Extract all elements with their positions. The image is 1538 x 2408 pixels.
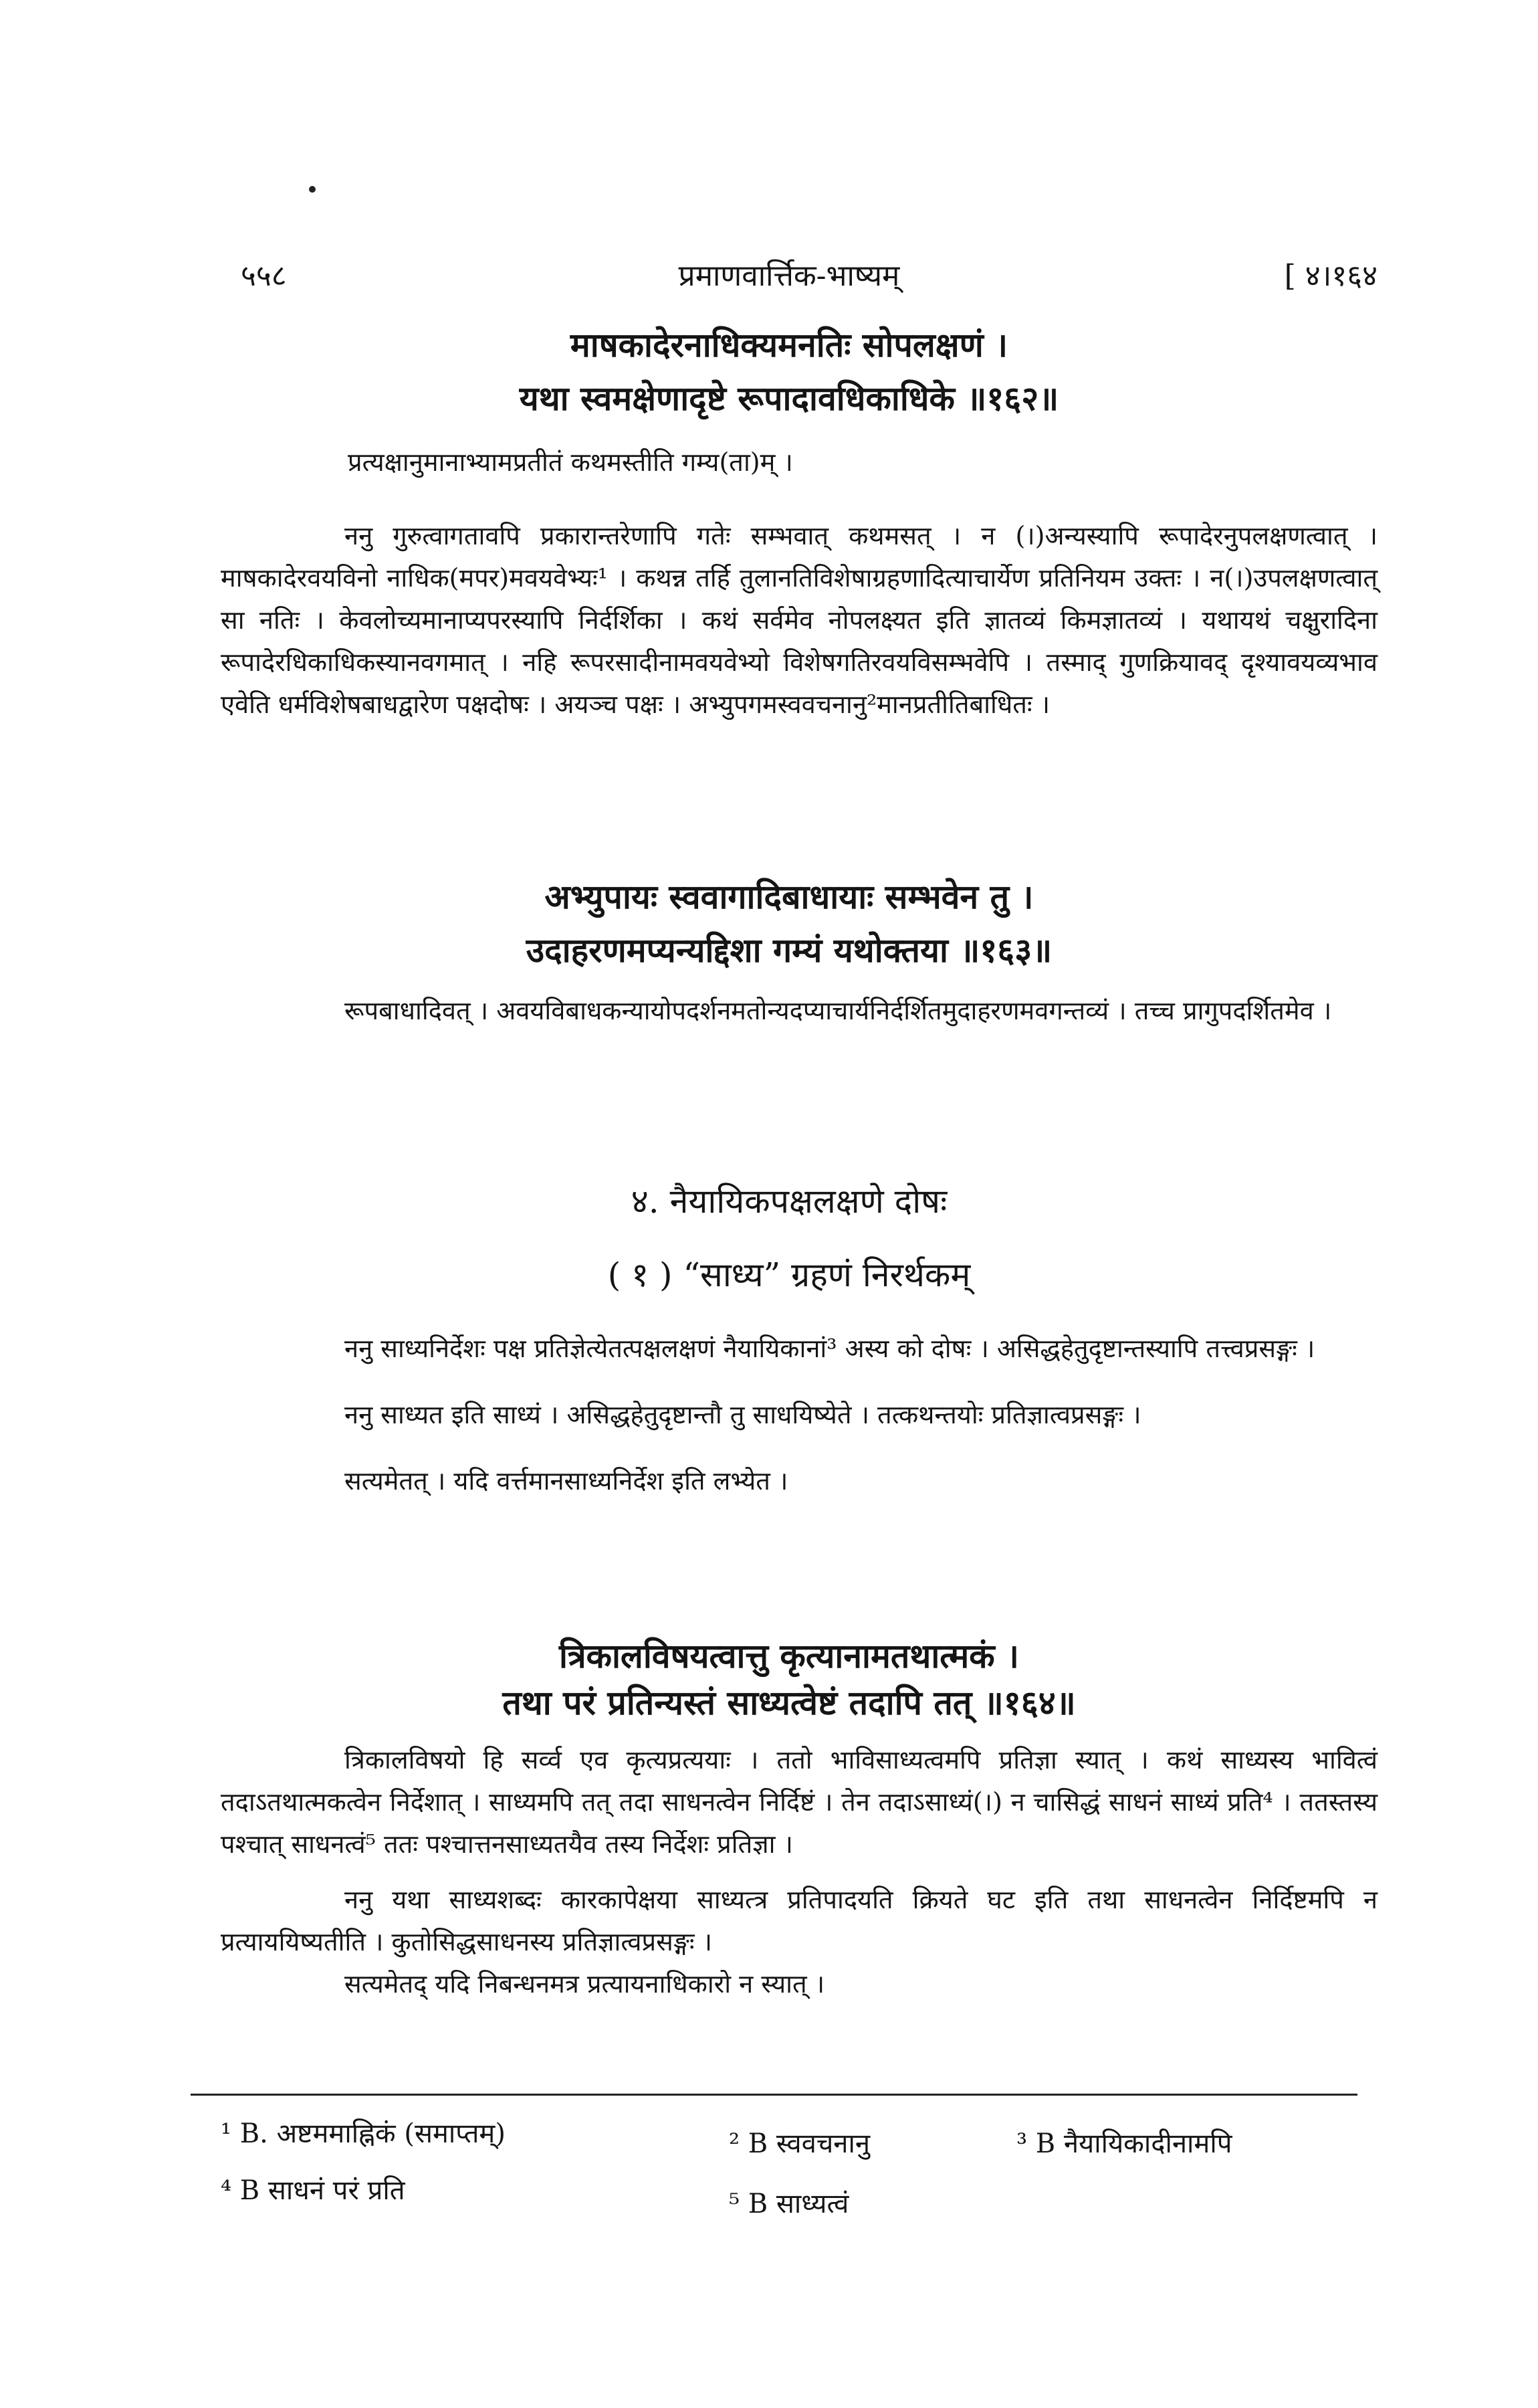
paragraph: प्रत्यक्षानुमानाभ्यामप्रतीतं कथमस्तीति गम्य(ता)म् । — [348, 447, 793, 477]
footnote-4: ⁴ B साधनं परं प्रति — [221, 2175, 405, 2206]
verse-164-line-1: त्रिकालविषयत्वात्तु कृत्यानामतथात्मकं । — [559, 1636, 1019, 1676]
verse-162-line-1: माषकादेरनाधिक्यमनतिः सोपलक्षणं । — [570, 325, 1008, 365]
prose-intro-line — [348, 441, 1378, 484]
prose-block-2 — [221, 990, 1378, 1032]
running-title: प्रमाणवार्त्तिक-भाष्यम् — [678, 259, 900, 293]
paragraph: त्रिकालविषयो हि सर्व्व एव कृत्यप्रत्ययाः । ततो भाविसाध्यत्वमपि प्रतिज्ञा स्यात् । कथं साध्यस्य भावित्वं तदाऽतथात्मकत्वेन निर्देशात् । साध्यमपि तत् तदा साधनत्वेन निर्दिष्टं । तेन तदाऽसाध्यं(।) न चासिद्धं साधनं साध्यं प्रति⁴ । ततस्तस्य पश्चात् साधनत्वं⁵ ततः पश्चात्तनसाध्यतयैव तस्य निर्देशः प्रतिज्ञा । — [221, 1745, 1378, 1859]
footnote-5: ⁵ B साध्यत्वं — [729, 2189, 849, 2219]
section-reference: [ ४।१६४ — [1284, 259, 1378, 293]
subsection-heading: ( १ ) “साध्य” ग्रहणं निरर्थकम् — [607, 1256, 971, 1294]
prose-block-3 — [221, 1328, 1378, 1502]
verse-164-line-2: तथा परं प्रतिन्यस्तं साध्यत्वेष्टं तदापि तत् ॥१६४॥ — [502, 1683, 1076, 1722]
footnote-3: ³ B नैयायिकादीनामपि — [1016, 2128, 1232, 2159]
verse-163-line-2: उदाहरणमप्यन्यद्दिशा गम्यं यथोक्तया ॥१६३॥ — [526, 930, 1053, 970]
footnote-rule — [191, 2094, 1357, 2096]
page-number: ५५८ — [241, 259, 287, 293]
paragraph: ननु गुरुत्वागतावपि प्रकारान्तरेणापि गतेः सम्भवात् कथमसत् । न (।)अन्यस्यापि रूपादेरनुपलक्षणत्वात् । माषकादेरवयविनो नाधिक(मपर)मवयवेभ्यः¹ । कथन्न तर्हि तुलानतिविशेषाग्रहणादित्याचार्येण प्रतिनियम उक्तः । न(।)उपलक्षणत्वात् सा नतिः । केवलोच्यमानाप्यपरस्यापि निर्दर्शिका । कथं सर्वमेव नोपलक्ष्यत इति ज्ञातव्यं किमज्ञातव्यं । यथायथं चक्षुरादिना रूपादेरधिकाधिकस्यानवगमात् । नहि रूपरसादीनामवयवेभ्यो विशेषगतिरवयविसम्भवेपि । तस्माद् गुणक्रियावद् दृश्यावयव्यभाव एवेति धर्मविशेषबाधद्वारेण पक्षदोषः । अयञ्च पक्षः । अभ्युपगमस्ववचनानु²मानप्रतीतिबाधितः । — [221, 521, 1378, 719]
paragraph: सत्यमेतत् । यदि वर्त्तमानसाध्यनिर्देश इति लभ्येत । — [344, 1466, 788, 1496]
verse-163-line-1: अभ्युपायः स्ववागादिबाधायाः सम्भवेन तु । — [544, 877, 1034, 916]
paragraph: सत्यमेतद् यदि निबन्धनमत्र प्रत्यायनाधिकारो न स्यात् । — [344, 1969, 825, 1999]
paragraph: ननु साध्यत इति साध्यं । असिद्धहेतुदृष्टान्तौ तु साधयिष्येते । तत्कथन्तयोः प्रतिज्ञात्वप्रसङ्गः । — [344, 1400, 1141, 1429]
prose-block-4 — [221, 1739, 1378, 2005]
paragraph: रूपबाधादिवत् । अवयविबाधकन्यायोपदर्शनमतोन्यदप्याचार्यनिर्दर्शितमुदाहरणमवगन्तव्यं । तच्च प्रागुपदर्शितमेव । — [344, 996, 1332, 1025]
prose-block-1 — [221, 515, 1378, 726]
footnote-2: ² B स्ववचनानु — [729, 2128, 871, 2159]
footnote-1: ¹ B. अष्टममाह्निकं (समाप्तम्) — [221, 2118, 506, 2149]
ink-speck — [309, 186, 316, 193]
paragraph: ननु साध्यनिर्देशः पक्ष प्रतिज्ञेत्येतत्पक्षलक्षणं नैयायिकानां³ अस्य को दोषः । असिद्धहेतुदृष्टान्तस्यापि तत्त्वप्रसङ्गः । — [344, 1334, 1315, 1363]
section-heading: ४. नैयायिकपक्षलक्षणे दोषः — [631, 1182, 948, 1221]
paragraph: ननु यथा साध्यशब्दः कारकापेक्षया साध्यत्त्र प्रतिपादयति क्रियते घट इति तथा साधनत्वेन निर्दिष्टमपि न प्रत्याययिष्यतीति । कुतोसिद्धसाधनस्य प्रतिज्ञात्वप्रसङ्गः । — [221, 1885, 1378, 1956]
verse-162-line-2: यथा स्वमक्षेणादृष्टे रूपादावधिकाधिके ॥१६२॥ — [519, 379, 1059, 418]
page-header — [201, 254, 1378, 301]
